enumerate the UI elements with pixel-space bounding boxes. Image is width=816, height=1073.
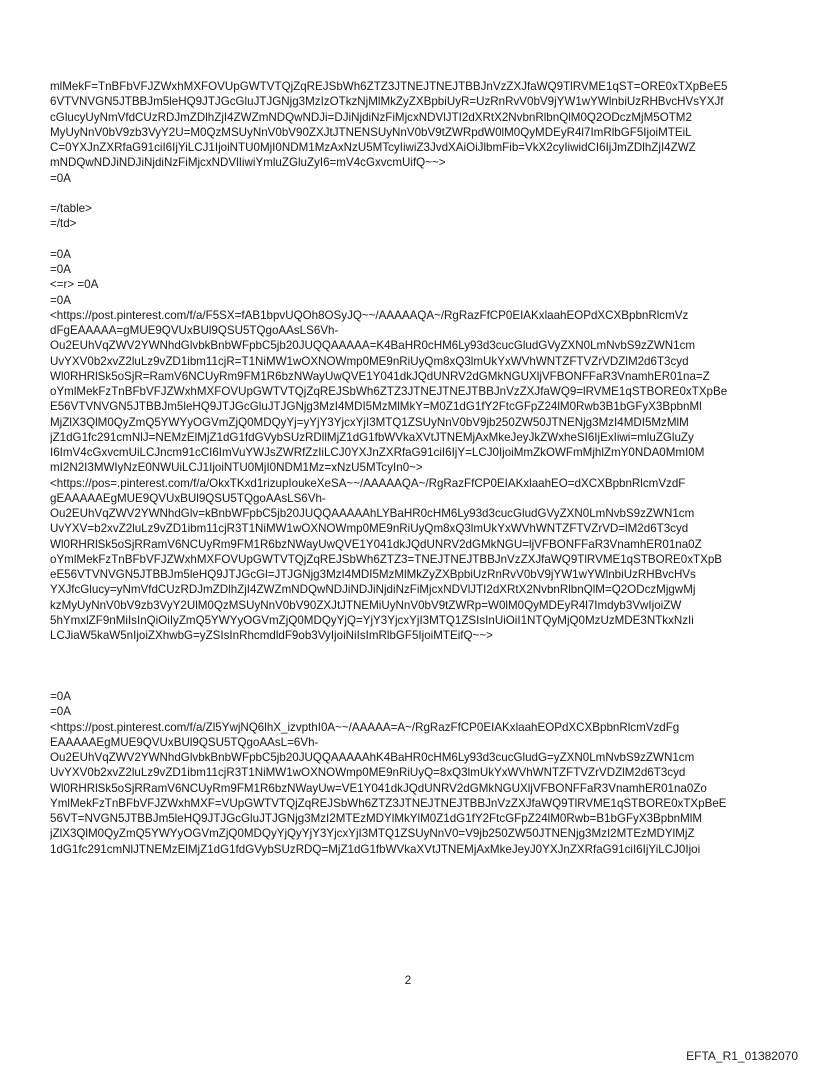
text-line: =0A xyxy=(50,705,71,719)
text-line: oYmlMekFzTnBFbVFJZWxhMXFOVUpGWTVTQjZqREJSbWh6ZTZ3=TNEJTNEJTBBJnVzZXJfaWQ9TlRVME1qSTBORE0xTXpB xyxy=(50,552,723,566)
text-line: oYmlMekFzTnBFbVFJZWxhMXFOVUpGWTVTQjZqREJSbWh6ZTZ3JTNEJTNEJTBBJnVzZXJfaWQ9=lRVME1qSTBORE0xTXpBe xyxy=(50,385,728,398)
text-line: =/td> xyxy=(50,217,77,231)
text-line: I6ImV4cGxvcmUiLCJncm91cCI6ImVuYWJsZWRfZzIiLCJ0YXJnZXRfaG91ciI6IjY=LCJ0IjoiMmZkOWFmMjhlZmY0NDA0MmI0M xyxy=(50,446,705,459)
text-line: =0A xyxy=(50,247,71,261)
text-line: cGlucyUyNmVfdCUzRDJmZDlhZjI4ZWZmNDQwNDJi=DJiNjdiNzFiMjcxNDVlJTI2dXRtX2NvbnRlbnQlM0Q2ODczMjM5OTM2 xyxy=(50,110,692,124)
text-line: 1dG1fc291cmNlJTNEMzElMjZ1dG1fdGVybSUzRDQ=MjZ1dG1fbWVkaXVtJTNEMjAxMkeJeyJ0YXJnZXRfaG91ciI6IjYiLCJ0Ijoi xyxy=(50,842,701,856)
text-line: EAAAAAEgMUE9QVUxBUl9QSU5TQgoAAsL=6Vh- xyxy=(50,735,319,749)
text-block-1 xyxy=(50,79,770,186)
email-source-text xyxy=(50,79,770,857)
text-line: <=r> =0A xyxy=(50,278,99,292)
text-line: mI2N2I3MWIyNzE0NWUiLCJ1IjoiNTU0MjI0NDM1Mz=xNzU5MTcyIn0~> xyxy=(50,461,423,475)
text-line: Ou2EUhVqZWV2YWNhdGlv=kBnbWFpbC5jb20JUQQAAAAAhLYBaHR0cHM6Ly93d3cucGludGVyZXN0LmNvbS9zZWN1cm xyxy=(50,507,695,520)
text-line: MyUyNnV0bV9zb3VyY2U=M0QzMSUyNnV0bV90ZXJtJTNENSUyNnV0bV9tZWRpdW0lM0QyMDEyR4l7ImRlbGF5IjoiMTEiL xyxy=(50,125,692,139)
blank-line xyxy=(50,659,770,674)
text-line: Ou2EUhVqZWV2YWNhdGlvbkBnbWFpbC5jb20JUQQAAAAA=K4BaHR0cHM6Ly93d3cucGludGVyZXN0LmNvbS9zZWN1cm xyxy=(50,339,696,353)
text-line: =0A xyxy=(50,263,71,276)
text-block-2 xyxy=(50,201,770,643)
text-line: jZlX3QlM0QyZmQ5YWYyOGVmZjQ0MDQyYjQyYjY3YjcxYjI3MTQ1ZSUyNnV0=V9jb250ZW50JTNENjg3MzI2MTEzMDYlMjZ xyxy=(50,827,695,841)
text-line: =0A xyxy=(50,293,71,307)
text-line: YmlMekFzTnBFbVFJZWxhMXF=VUpGWTVTQjZqREJSbWh6ZTZ3JTNEJTNEJTBBJnVzZXJfaWQ9TlRVME1qSTBORE0xTXpBeE xyxy=(50,796,727,810)
text-line: mNDQwNDJiNDJiNjdiNzFiMjcxNDVlIiwiYmluZGluZyI6=mV4cGxvcmUifQ~~> xyxy=(50,156,446,170)
text-line: MjZlX3QlM0QyZmQ5YWYyOGVmZjQ0MDQyYj=yYjY3YjcxYjI3MTQ1ZSUyNnV0bV9jb250ZW50JTNENjg3MzI4MDI5MzMlM xyxy=(50,415,689,429)
text-line: <https://pos=.pinterest.com/f/a/OkxTKxd1rizupIoukeXeSA~~/AAAAAQA~/RgRazFfCP0EIAKxlaahEO=dXCXBpbnRlcmVzdF xyxy=(50,476,686,490)
text-line: <https://post.pinterest.com/f/a/F5SX=fAB1bpvUQOh8OSyJQ~~/AAAAAQA~/RgRazFfCP0EIAKxlaahEOPdXCXBpbnRlcmVz xyxy=(50,308,689,322)
text-line: Wl0RHRlSk5oSjRRamV6NCUyRm9FM1R6bzNWayUwQVE1Y041dkJQdUNRV2dGMkNGU=ljVFBONFFaR3VnamhER01na0Z xyxy=(50,537,702,551)
text-line: eE56VTVNVGN5JTBBJm5leHQ9JTJGcGl=JTJGNjg3MzI4MDI5MzMlMkZyZXBpbiUzRnRvV0bV9jYW1wYWlnbiUzRHBvcHVs xyxy=(50,568,696,581)
text-line: dFgEAAAAA=gMUE9QVUxBUl9QSU5TQgoAAsLS6Vh- xyxy=(50,324,339,337)
text-line: C=0YXJnZXRfaG91ciI6IjYiLCJ1IjoiNTU0MjI0NDM1MzAxNzU5MTcyIiwiZ3JvdXAiOiJlbmFib=VkX2cyIiwidCI6IjJmZDlhZjI4ZWZ xyxy=(50,141,696,154)
text-line: E56VTVNVGN5JTBBJm5leHQ9JTJGcGluJTJGNjg3MzI4MDI5MzMlMkY=M0Z1dG1fY2FtcGFpZ24lM0Rwb3B1bGFyX3BpbnMl xyxy=(50,400,702,414)
text-line: =0A xyxy=(50,690,71,703)
text-block-3 xyxy=(50,689,770,857)
text-line: kzMyUyNnV0bV9zb3VyY2UlM0QzMSUyNnV0bV90ZXJtJTNEMiUyNnV0bV9tZWRp=W0lM0QyMDEyR4l7Imdyb3VwIjoiZW xyxy=(50,598,682,612)
text-line: YXJfcGlucy=yNmVfdCUzRDJmZDlhZjI4ZWZmNDQwNDJiNDJiNjdiNzFiMjcxNDVlJTI2dXRtX2NvbnRlbnQlM=Q2ODczMjgwMj xyxy=(50,583,696,597)
text-line: UvYXV0b2xvZ2luLz9vZD1ibm11cjR=T1NiMW1wOXNOWmp0ME9nRiUyQm8xQ3lmUkYxWVhWNTZFTVZrVDZlM2d6T3cyd xyxy=(50,354,689,368)
blank-line xyxy=(50,232,770,247)
text-line: LCJiaW5kaW5nIjoiZXhwbG=yZSIsInRhcmdldF9ob3VyIjoiNiIsImRlbGF5IjoiMTEifQ~~> xyxy=(50,629,493,642)
text-line: <https://post.pinterest.com/f/a/Zl5YwjNQ6lhX_izvpthI0A~~/AAAAA=A~/RgRazFfCP0EIAKxlaahEOPdXCXBpbnRlcmVzdFg xyxy=(50,720,680,734)
text-line: Wl0RHRlSk5oSjRRamV6NCUyRm9FM1R6bzNWayUw=VE1Y041dkJQdUNRV2dGMkNGUXljVFBONFFaR3VnamhER01na0Zo xyxy=(50,781,707,795)
text-line: 6VTVNVGN5JTBBJm5leHQ9JTJGcGluJTJGNjg3MzIzOTkzNjMlMkZyZXBpbiUyR=UzRnRvV0bV9jYW1wYWlnbiUzRHBvcHVsYXJf xyxy=(50,95,724,109)
text-line: UvYXV=b2xvZ2luLz9vZD1ibm11cjR3T1NiMW1wOXNOWmp0ME9nRiUyQm8xQ3lmUkYxWVhWNTZFTVZrVD=lM2d6T3cyd xyxy=(50,522,689,536)
text-line: gEAAAAAEgMUE9QVUxBUl9QSU5TQgoAAsLS6Vh- xyxy=(50,491,326,505)
text-line: Wl0RHRlSk5oSjR=RamV6NCUyRm9FM1R6bzNWayUwQVE1Y041dkJQdUNRV2dGMkNGUXljVFBONFFaR3VnamhER01na=Z xyxy=(50,369,710,383)
text-line: 5hYmxlZF9nMiIsInQiOiIyZmQ5YWYyOGVmZjQ0MDQyYjQ=YjY3YjcxYjI3MTQ1ZSIsInUiOiI1NTQyMjQ0MzUzMDE3NTkxNzIi xyxy=(50,613,694,627)
text-line: mlMekF=TnBFbVFJZWxhMXFOVUpGWTVTQjZqREJSbWh6ZTZ3JTNEJTNEJTBBJnVzZXJfaWQ9TlRVME1qST=ORE0xTXpBeE5 xyxy=(50,80,728,93)
text-line: =/table> xyxy=(50,202,92,215)
document-id: EFTA_R1_01382070 xyxy=(686,1049,798,1063)
save-btn-image-row xyxy=(50,643,770,658)
text-line: jZ1dG1fc291cmNlJ=NEMzElMjZ1dG1fdGVybSUzRDllMjZ1dG1fbWVkaXVtJTNEMjAxMkeJeyJkZWxheSI6IjExIiwi=mluZGluZy xyxy=(50,430,694,444)
page-number: 2 xyxy=(404,974,412,987)
text-line: =0A xyxy=(50,171,71,185)
text-line: 56VT=NVGN5JTBBJm5leHQ9JTJGcGluJTJGNjg3MzI2MTEzMDYlMkYlM0Z1dG1fY2FtcGFpZ24lM0Rwb=B1bGFyX3BpbnMlM xyxy=(50,812,702,825)
save-button-image-row xyxy=(50,186,770,201)
text-line: UvYXV0b2xvZ2luLz9vZD1ibm11cjR3T1NiMW1wOXNOWmp0ME9nRiUyQ=8xQ3lmUkYxWVhWNTZFTVZrVDZlM2d6T3cyd xyxy=(50,766,686,780)
pin-title-row xyxy=(50,674,770,689)
text-line: Ou2EUhVqZWV2YWNhdGlvbkBnbWFpbC5jb20JUQQAAAAAhK4BaHR0cHM6Ly93d3cucGludG=yZXN0LmNvbS9zZWN1cm xyxy=(50,751,695,764)
